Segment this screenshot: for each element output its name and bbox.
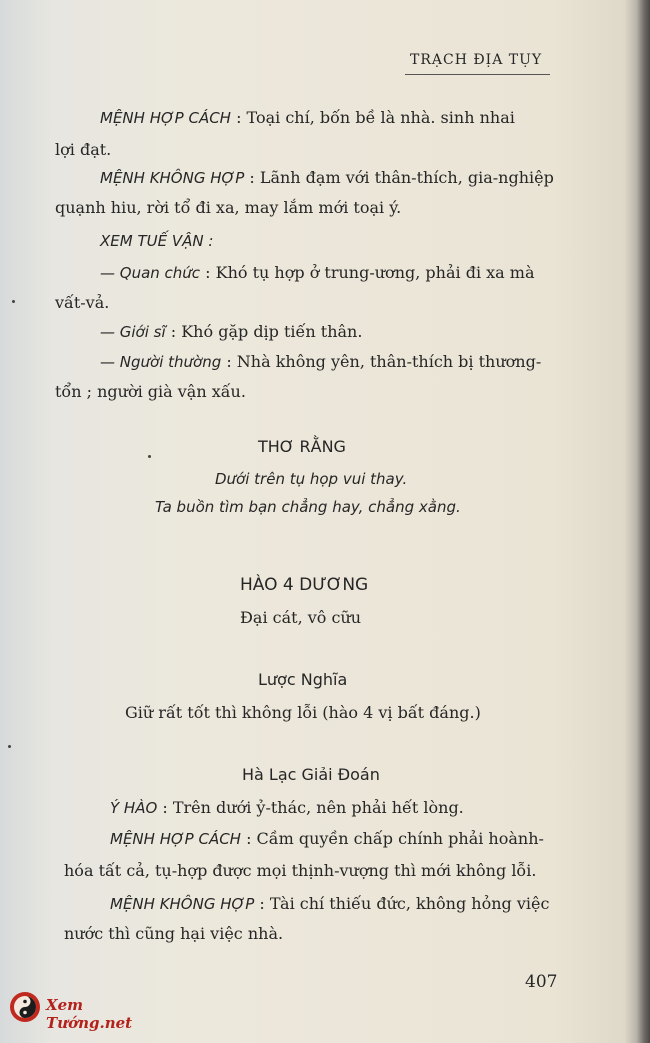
luoc-nghia-title: Lược Nghĩa (258, 670, 348, 689)
poem-line-1: Dưới trên tụ họp vui thay. (215, 470, 408, 488)
y-hao-text: : Trên dưới ỷ-thác, nên phải hết lòng. (162, 798, 464, 817)
menh-hop-cach-label: MỆNH HỢP CÁCH (100, 109, 231, 127)
menh-hop-cach-text: : Toại chí, bốn bề là nhà. sinh nhai (236, 108, 515, 127)
poem-line-2: Ta buồn tìm bạn chẳng hay, chẳng xằng. (155, 498, 461, 516)
paper-speck (12, 300, 15, 303)
menh-khong-hop-2-line-1 (110, 894, 549, 913)
xem-tue-van-heading: XEM TUẾ VẬN : (100, 232, 214, 250)
menh-hop-cach-2-text: : Cầm quyền chấp chính phải hoành- (246, 829, 544, 848)
page-edge-shadow (636, 0, 650, 1043)
quan-chuc-label: — Quan chức (100, 264, 201, 282)
running-header: TRẠCH ĐỊA TỤY (410, 52, 543, 68)
menh-hop-cach-line-2: lợi đạt. (55, 140, 112, 159)
nguoi-thuong-line-2: tổn ; người già vận xấu. (55, 382, 246, 401)
quan-chuc-line-2: vất-vả. (55, 293, 110, 312)
y-hao-label: Ý HÀO (110, 799, 158, 817)
menh-hop-cach-2-line-2: hóa tất cả, tụ-hợp được mọi thịnh-vượng thì mới không lỗi. (64, 861, 537, 880)
y-hao-line (110, 798, 464, 817)
quan-chuc-text: : Khó tụ hợp ở trung-ương, phải đi xa mà (205, 263, 535, 282)
paper-speck (8, 745, 11, 748)
menh-hop-cach-2-label: MỆNH HỢP CÁCH (110, 830, 241, 848)
nguoi-thuong-text: : Nhà không yên, thân-thích bị thương- (226, 352, 542, 371)
yin-yang-icon (10, 992, 40, 1022)
menh-khong-hop-2-text: : Tài chí thiếu đức, không hỏng việc (259, 894, 550, 913)
hao-4-duong-subtitle: Đại cát, vô cữu (240, 608, 362, 627)
logo-text: Xem Tướng.net (46, 996, 133, 1032)
nguoi-thuong-label: — Người thường (100, 353, 222, 371)
gioi-si-line (100, 322, 362, 341)
menh-hop-cach-line-1 (100, 108, 515, 127)
page-number: 407 (525, 972, 558, 992)
gioi-si-text: : Khó gặp dịp tiến thân. (170, 322, 363, 341)
menh-khong-hop-line-2: quạnh hiu, rời tổ đi xa, may lắm mới toại ý. (55, 198, 402, 217)
paper-speck (148, 455, 151, 458)
menh-khong-hop-label: MỆNH KHÔNG HỢP (100, 169, 245, 187)
menh-khong-hop-text: : Lãnh đạm với thân-thích, gia-nghiệp (249, 168, 554, 187)
menh-khong-hop-2-label: MỆNH KHÔNG HỢP (110, 895, 255, 913)
hao-4-duong-title: HÀO 4 DƯƠNG (240, 575, 369, 595)
gioi-si-label: — Giới sĩ (100, 323, 166, 341)
header-rule (405, 74, 550, 75)
menh-khong-hop-2-line-2: nước thì cũng hại việc nhà. (64, 924, 284, 943)
quan-chuc-line-1 (100, 263, 535, 282)
menh-hop-cach-2-line-1 (110, 829, 544, 848)
ha-lac-title: Hà Lạc Giải Đoán (242, 765, 380, 784)
luoc-nghia-text: Giữ rất tốt thì không lỗi (hào 4 vị bất đáng.) (125, 703, 481, 722)
menh-khong-hop-line-1 (100, 168, 554, 187)
watermark-logo (10, 990, 170, 1032)
poem-title: THƠ RẰNG (258, 437, 346, 456)
nguoi-thuong-line-1 (100, 352, 541, 371)
